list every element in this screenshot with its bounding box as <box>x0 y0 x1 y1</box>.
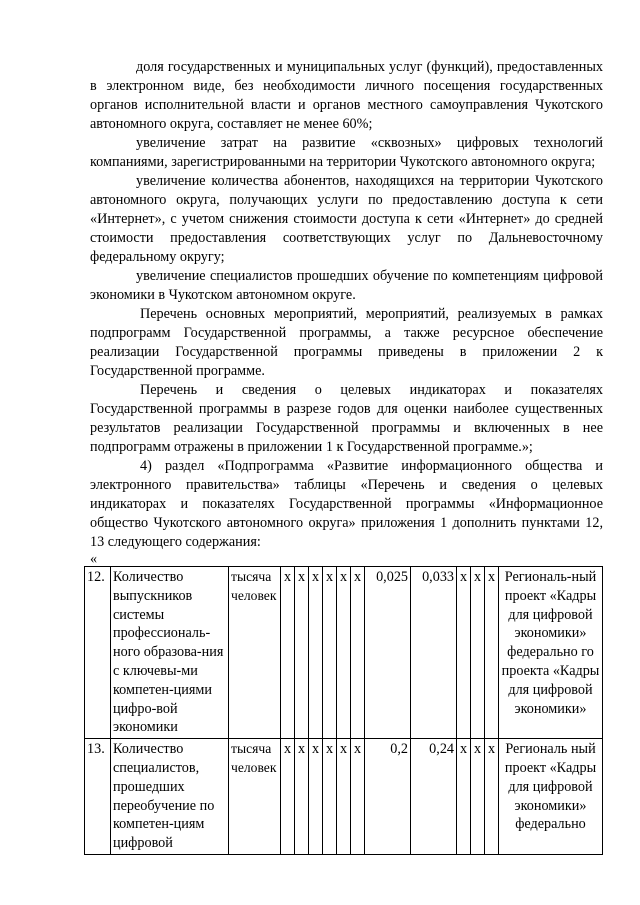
paragraph-internet-subscribers: увеличение количества абонентов, находящихся на территории Чукотского автономного округа, получающих услуги по предоставлению доступа к сети «Интернет», с учетом снижения стоимости доступа к сети «Интернет» до средней стоимости предоставления соответствующих услуг по Дальневосточному федеральному округу; <box>90 173 603 265</box>
source-cell: Региональ ный проект «Кадры для цифровой экономики» федерально <box>499 739 603 855</box>
year-cell: x <box>351 739 365 855</box>
unit-cell: тысяча человек <box>229 739 281 855</box>
table-row <box>85 739 603 855</box>
indicator-name: Количество выпускников системы профессиональ-ного образова-ния с ключевы-ми компетен-циями цифро-вой экономики <box>111 567 229 739</box>
year-cell: x <box>337 567 351 739</box>
document-page <box>87 58 603 855</box>
value-cell: 0,025 <box>365 567 411 739</box>
year-cell: x <box>281 739 295 855</box>
year-cell: x <box>309 567 323 739</box>
unit-cell: тысяча человек <box>229 567 281 739</box>
year-cell: x <box>295 567 309 739</box>
value-cell: 0,033 <box>411 567 457 739</box>
paragraph-services-share: доля государственных и муниципальных услуг (функций), предоставленных в электронном виде, без необходимости личного посещения государственных органов исполнительной власти и органов местного самоуправления Чукотского автономного округа, составляет не менее 60%; <box>90 59 603 132</box>
value-cell: 0,24 <box>411 739 457 855</box>
value-cell: 0,2 <box>365 739 411 855</box>
indicators-table <box>84 566 603 855</box>
year-cell: x <box>351 567 365 739</box>
year-cell: x <box>457 739 471 855</box>
paragraph-indicators-list: Перечень и сведения о целевых индикаторах и показателях Государственной программы в разрезе годов для оценки наиболее существенных результатов реализации Государственной программы и включенных в нее подпрограмм отражены в приложении 1 к Государственной программе.»; <box>90 382 603 455</box>
year-cell: x <box>337 739 351 855</box>
year-cell: x <box>485 567 499 739</box>
year-cell: x <box>281 567 295 739</box>
year-cell: x <box>309 739 323 855</box>
year-cell: x <box>485 739 499 855</box>
year-cell: x <box>295 739 309 855</box>
year-cell: x <box>471 739 485 855</box>
paragraph-specialists-training: увеличение специалистов прошедших обучение по компетенциям цифровой экономики в Чукотском автономном округе. <box>90 268 603 303</box>
paragraph-measures-list: Перечень основных мероприятий, мероприятий, реализуемых в рамках подпрограмм Государственной программы, а также ресурсное обеспечение реализации Государственной программы приведены в приложении 2 к Государственной программе. <box>90 306 603 379</box>
table-row <box>85 567 603 739</box>
year-cell: x <box>323 739 337 855</box>
source-cell: Региональ-ный проект «Кадры для цифровой экономики» федерально го проекта «Кадры для цифровой экономики» <box>499 567 603 739</box>
opening-quote: « <box>90 551 98 567</box>
row-number: 12. <box>85 567 111 739</box>
year-cell: x <box>323 567 337 739</box>
year-cell: x <box>471 567 485 739</box>
row-number: 13. <box>85 739 111 855</box>
indicator-name: Количество специалистов, прошедших переобучение по компетен-циям цифровой <box>111 739 229 855</box>
paragraph-section-amendment: 4) раздел «Подпрограмма «Развитие информационного общества и электронного правительства» таблицы «Перечень и сведения о целевых индикаторах и показателях Государственной программы «Информационное общество Чукотского автономного округа» приложения 1 дополнить пунктами 12, 13 следующего содержания: <box>90 458 603 550</box>
year-cell: x <box>457 567 471 739</box>
paragraph-technology-costs: увеличение затрат на развитие «сквозных» цифровых технологий компаниями, зарегистрированными на территории Чукотского автономного округа; <box>90 135 603 170</box>
